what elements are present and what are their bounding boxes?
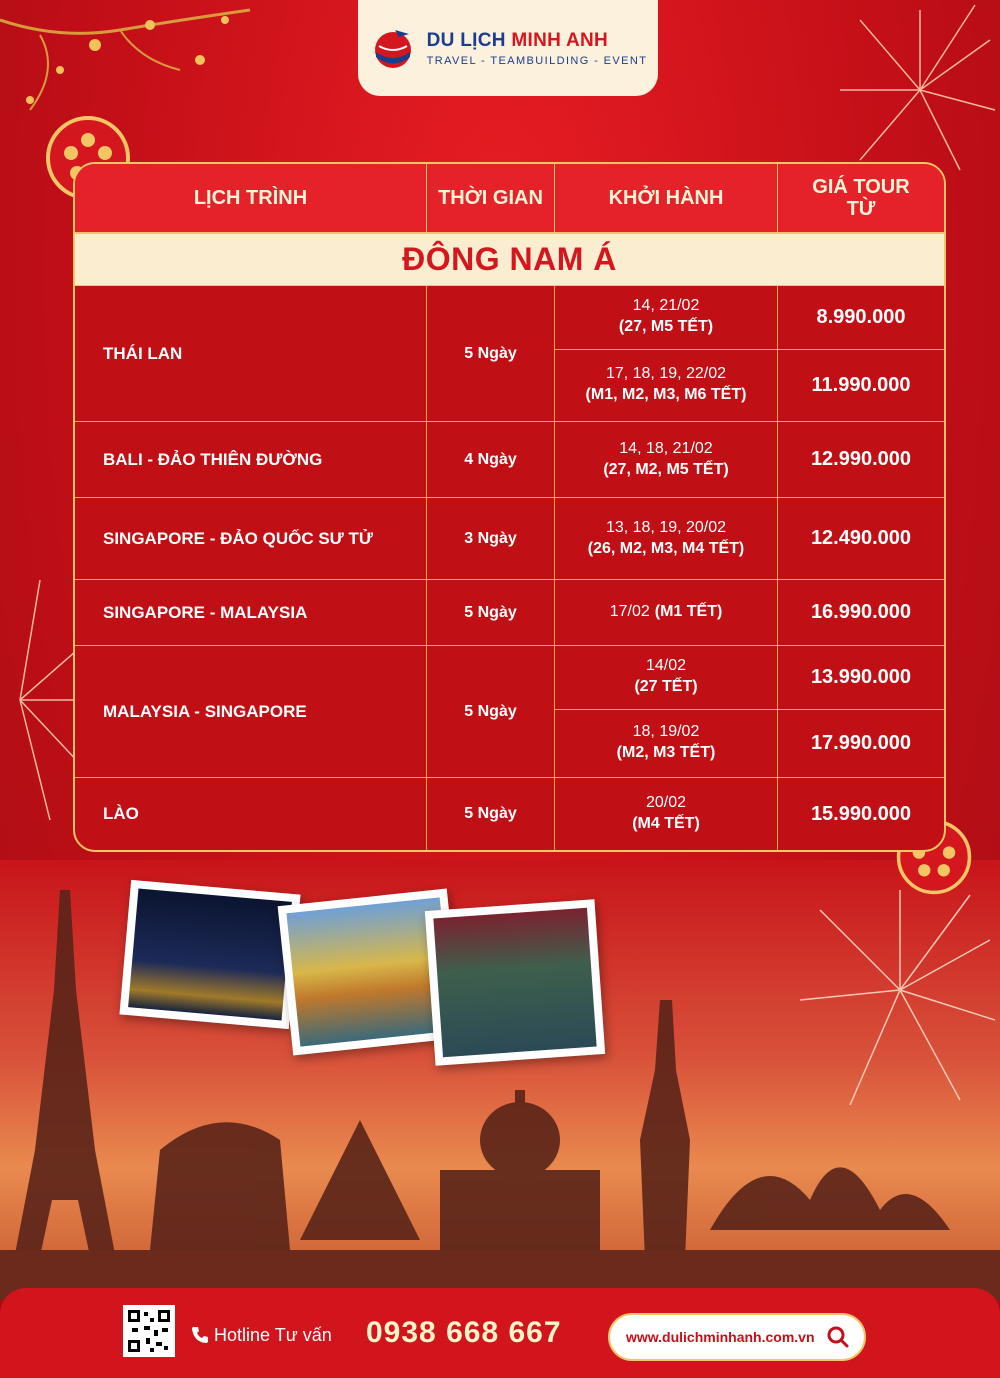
tour-duration: 5 Ngày <box>427 286 555 421</box>
departure-row <box>555 646 944 710</box>
table-body <box>75 286 944 850</box>
departure-dates <box>555 580 778 645</box>
qr-code-icon[interactable] <box>123 1305 175 1357</box>
departure-dates <box>555 422 778 497</box>
departure-group <box>555 422 944 497</box>
table-header <box>75 164 944 234</box>
tour-duration: 5 Ngày <box>427 778 555 850</box>
tour-duration: 5 Ngày <box>427 646 555 777</box>
departure-tet-note: (M2, M3 TẾT) <box>616 744 716 762</box>
departure-date-list: 17/02 <box>609 603 650 621</box>
table-row <box>75 498 944 580</box>
departure-tet-note: (27, M2, M5 TẾT) <box>603 460 729 478</box>
departure-tet-note: (M1, M2, M3, M6 TẾT) <box>585 386 747 404</box>
departure-group <box>555 646 944 777</box>
brand-name: DU LỊCH MINH ANH <box>426 29 609 51</box>
tour-price: 16.990.000 <box>810 601 912 623</box>
table-row <box>75 646 944 778</box>
website-link[interactable] <box>608 1313 866 1361</box>
brand-logo[interactable] <box>358 0 658 96</box>
tour-duration: 3 Ngày <box>427 498 555 579</box>
tour-price: 12.990.000 <box>810 448 912 470</box>
departure-dates <box>555 778 778 850</box>
departure-dates <box>555 710 778 777</box>
departure-row <box>555 422 944 497</box>
tour-duration: 4 Ngày <box>427 422 555 497</box>
hotline-label: Hotline Tư vấn <box>214 1325 332 1345</box>
hotline-phone-number[interactable]: 0938 668 667 <box>366 1316 562 1349</box>
tour-price: 17.990.000 <box>810 731 912 754</box>
departure-date-list: 14/02 <box>645 657 687 675</box>
tour-price-table <box>73 162 946 852</box>
departure-date-list: 14, 18, 21/02 <box>619 439 713 457</box>
table-row <box>75 778 944 850</box>
tour-price: 15.990.000 <box>810 802 912 825</box>
departure-dates <box>555 350 778 421</box>
header-departure: KHỞI HÀNH <box>555 164 778 232</box>
header-price: GIÁ TOUR TỪ <box>812 176 910 220</box>
tour-price: 11.990.000 <box>811 373 911 396</box>
departure-date-list: 18, 19/02 <box>632 723 700 741</box>
departure-dates <box>555 498 778 579</box>
departure-dates <box>555 646 778 709</box>
brand-tagline: TRAVEL - TEAMBUILDING - EVENT <box>426 54 648 67</box>
departure-date-list: 14, 21/02 <box>632 297 700 315</box>
table-row <box>75 422 944 498</box>
table-row <box>75 580 944 646</box>
departure-date-list: 17, 18, 19, 22/02 <box>605 365 727 383</box>
departure-row <box>555 286 944 350</box>
departure-group <box>555 778 944 850</box>
tour-duration: 5 Ngày <box>427 580 555 645</box>
departure-row <box>555 710 944 777</box>
departure-tet-note: (27, M5 TẾT) <box>618 318 714 336</box>
departure-date-list: 20/02 <box>645 794 687 812</box>
table-row <box>75 286 944 422</box>
tour-price: 13.990.000 <box>810 665 912 688</box>
search-icon <box>826 1325 850 1349</box>
departure-tet-note: (M1 TẾT) <box>654 603 723 621</box>
tour-name: LÀO <box>75 778 427 850</box>
departure-row <box>555 498 944 579</box>
tour-name: MALAYSIA - SINGAPORE <box>75 646 427 777</box>
globe-plane-logo-icon <box>369 24 417 72</box>
tour-price: 12.490.000 <box>810 527 912 549</box>
phone-icon <box>190 1325 210 1345</box>
tour-price: 8.990.000 <box>816 305 906 328</box>
departure-group <box>555 580 944 645</box>
departure-tet-note: (26, M2, M3, M4 TẾT) <box>587 539 745 557</box>
departure-group <box>555 498 944 579</box>
website-url: www.dulichminhanh.com.vn <box>626 1329 815 1345</box>
world-landmarks-illustration <box>0 870 1000 1300</box>
departure-tet-note: (M4 TẾT) <box>632 815 700 832</box>
tour-name: THÁI LAN <box>75 286 427 421</box>
departure-date-list: 13, 18, 19, 20/02 <box>605 518 727 536</box>
departure-row <box>555 580 944 645</box>
tour-name: SINGAPORE - ĐẢO QUỐC SƯ TỬ <box>75 498 427 579</box>
header-itinerary: LỊCH TRÌNH <box>75 164 427 232</box>
header-duration: THỜI GIAN <box>427 164 555 232</box>
departure-row <box>555 778 944 850</box>
departure-row <box>555 350 944 421</box>
departure-group <box>555 286 944 421</box>
region-title: ĐÔNG NAM Á <box>75 234 944 286</box>
departure-tet-note: (27 TẾT) <box>634 678 698 696</box>
tour-name: SINGAPORE - MALAYSIA <box>75 580 427 645</box>
departure-dates <box>555 286 778 349</box>
tour-name: BALI - ĐẢO THIÊN ĐƯỜNG <box>75 422 427 497</box>
